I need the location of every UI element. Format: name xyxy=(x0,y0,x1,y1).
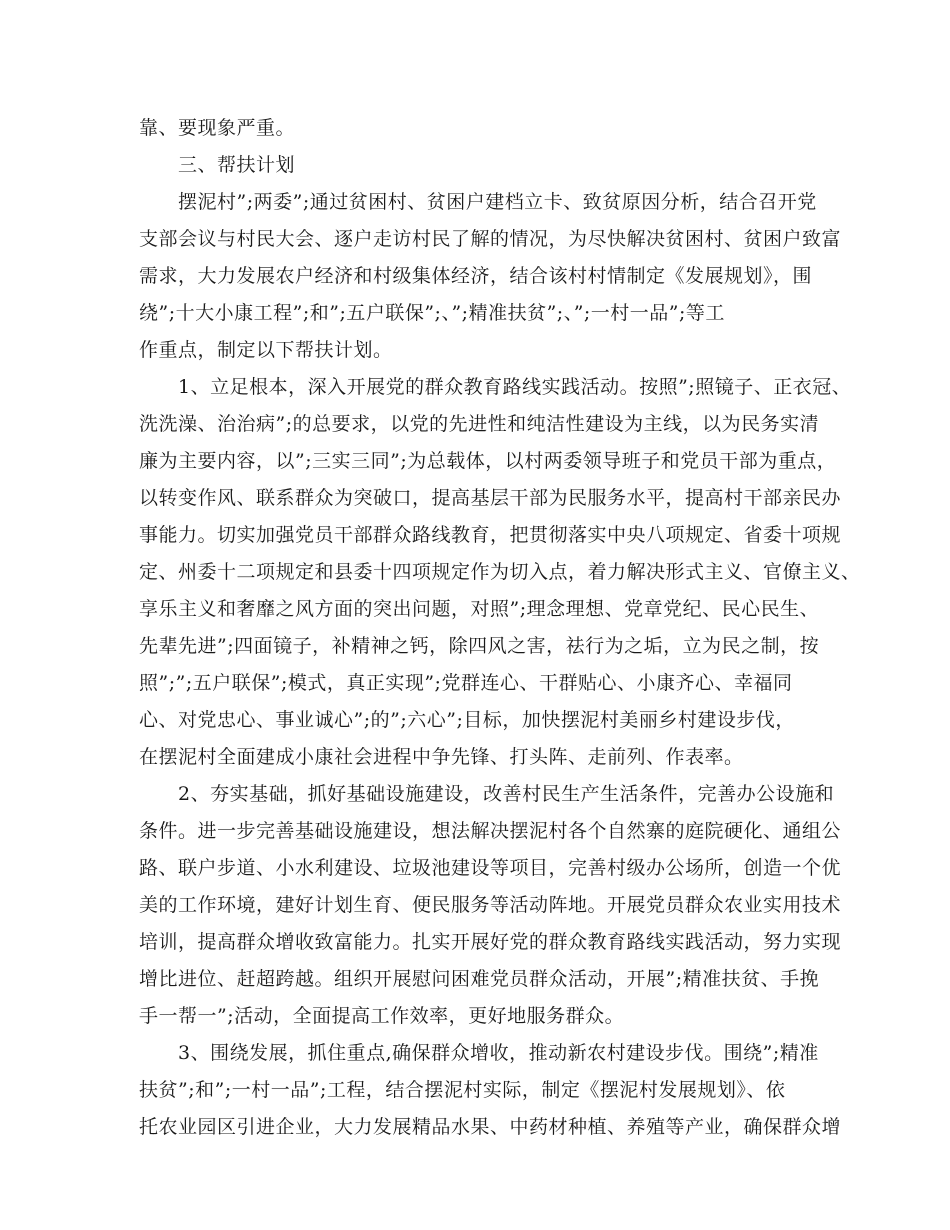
text-line: 增比进位、赶超跨越。组织开展慰问困难党员群众活动，开展”;精准扶贫、手挽 xyxy=(139,968,820,990)
text-line: 路、联户步道、小水利建设、垃圾池建设等项目，完善村级办公场所，创造一个优 xyxy=(139,857,842,879)
text-line: 廉为主要内容，以”;三实三同”;为总载体，以村两委领导班子和党员干部为重点， xyxy=(139,450,837,472)
text-line: 托农业园区引进企业，大力发展精品水果、中药材种植、养殖等产业，确保群众增 xyxy=(139,1116,842,1138)
text-line: 靠、要现象严重。 xyxy=(139,117,296,139)
text-line: 作重点，制定以下帮扶计划。 xyxy=(139,339,393,361)
text-line: 先辈先进”;四面镜子，补精神之钙，除四风之害，祛行为之垢，立为民之制，按 xyxy=(139,635,820,657)
text-line: 享乐主义和奢靡之风方面的突出问题，对照”;理念理想、党章党纪、民心民生、 xyxy=(139,598,820,620)
text-line: 需求，大力发展农户经济和村级集体经济，结合该村村情制定《发展规划》，围 xyxy=(139,265,813,287)
text-line: 洗洗澡、治治病”;的总要求，以党的先进性和纯洁性建设为主线，以为民务实清 xyxy=(139,413,820,435)
text-line: 绕”;十大小康工程”;和”;五户联保”;、”;精准扶贫”;、”;一村一品”;等工 xyxy=(139,302,725,324)
text-line: 支部会议与村民大会、逐户走访村民了解的情况，为尽快解决贫困村、贫困户致富 xyxy=(139,228,842,250)
text-line: 手一帮一”;活动，全面提高工作效率，更好地服务群众。 xyxy=(139,1005,625,1027)
text-line: 美的工作环境，建好计划生育、便民服务等活动阵地。开展党员群众农业实用技术 xyxy=(139,894,842,916)
section-heading: 三、帮扶计划 xyxy=(178,154,296,176)
text-line: 摆泥村”;两委”;通过贫困村、贫困户建档立卡、致贫原因分析，结合召开党 xyxy=(178,191,817,213)
text-line: 事能力。切实加强党员干部群众路线教育，把贯彻落实中央八项规定、省委十项规 xyxy=(139,524,842,546)
text-line: 3、围绕发展，抓住重点,确保群众增收，推动新农村建设步伐。围绕”;精准 xyxy=(178,1042,819,1064)
text-line: 定、州委十二项规定和县委十四项规定作为切入点，着力解决形式主义、官僚主义、 xyxy=(139,561,861,583)
text-line: 扶贫”;和”;一村一品”;工程，结合摆泥村实际，制定《摆泥村发展规划》、依 xyxy=(139,1079,786,1101)
text-line: 2、夯实基础，抓好基础设施建设，改善村民生产生活条件，完善办公设施和 xyxy=(178,783,835,805)
text-line: 培训，提高群众增收致富能力。扎实开展好党的群众教育路线实践活动，努力实现 xyxy=(139,931,842,953)
text-line: 心、对党忠心、事业诚心”;的”;六心”;目标，加快摆泥村美丽乡村建设步伐， xyxy=(139,709,795,731)
text-line: 条件。进一步完善基础设施建设，想法解决摆泥村各个自然寨的庭院硬化、通组公 xyxy=(139,820,842,842)
text-line: 照”;”;五户联保”;模式，真正实现”;党群连心、干群贴心、小康齐心、幸福同 xyxy=(139,672,793,694)
text-line: 1、立足根本，深入开展党的群众教育路线实践活动。按照”;照镜子、正衣冠、 xyxy=(178,376,852,398)
text-line: 在摆泥村全面建成小康社会进程中争先锋、打头阵、走前列、作表率。 xyxy=(139,746,744,768)
text-line: 以转变作风、联系群众为突破口，提高基层干部为民服务水平，提高村干部亲民办 xyxy=(139,487,842,509)
